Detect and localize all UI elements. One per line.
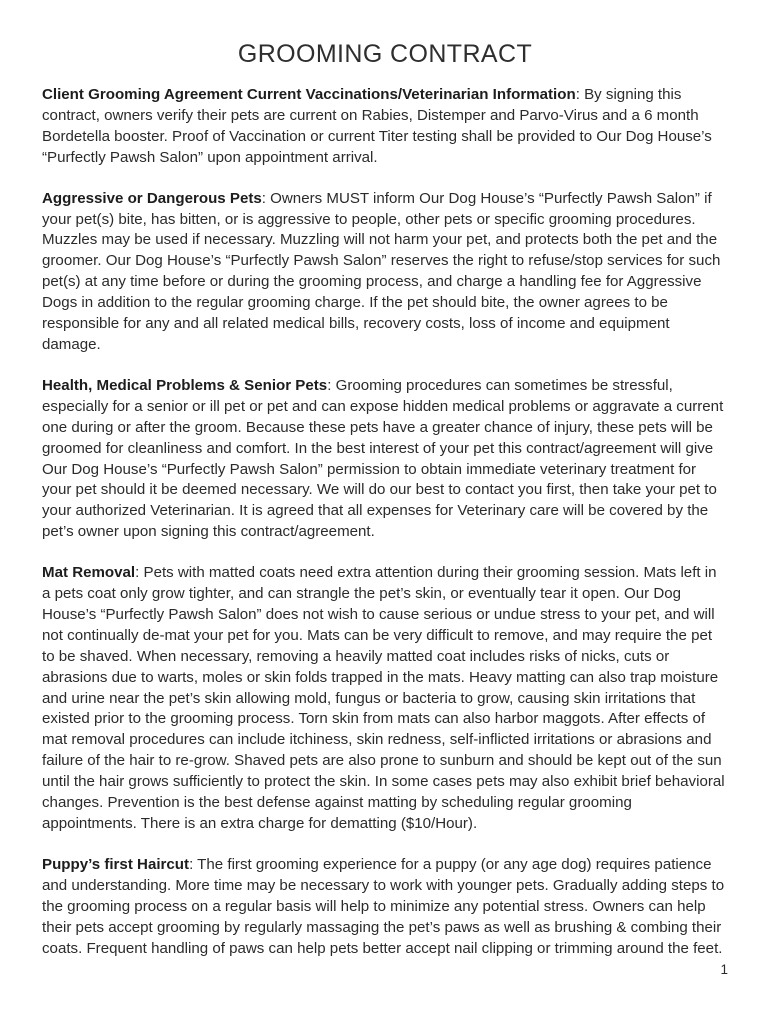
- section-body: : By signing this contract, owners verify their pets are current on Rabies, Distemper and Parvo-Virus and a 6 month Bordetella booster. Proof of Vaccination or current Titer testing shall be provided to Our Dog House’s “Purfectly Pawsh Salon” upon appointment arrival.: [42, 86, 712, 166]
- section-puppys-first-haircut: [42, 855, 727, 960]
- section-mat-removal: [42, 563, 727, 835]
- section-aggressive-or-dangerous-pets: [42, 189, 727, 356]
- section-body: : Grooming procedures can sometimes be stressful, especially for a senior or ill pet or pet and can expose hidden medical problems or aggravate a current one during or after the groom. Because these pets have a greater chance of injury, these pets will be groomed for cleanliness and comfort. In the best interest of your pet this contract/agreement will give Our Dog House’s “Purfectly Pawsh Salon” permission to obtain immediate veterinary treatment for your pet should it be deemed necessary. We will do our best to contact you first, then take your pet to your authorized Veterinarian. It is agreed that all expenses for Veterinary care will be covered by the pet’s owner upon signing this contract/agreement.: [42, 376, 724, 541]
- document-body: [42, 85, 727, 959]
- section-health-medical-problems-senior-pets: [42, 376, 727, 543]
- section-heading: Client Grooming Agreement Current Vaccinations/Veterinarian Information: [42, 86, 576, 103]
- page-number: 1: [720, 962, 728, 977]
- section-body: : The first grooming experience for a puppy (or any age dog) requires patience and understanding. More time may be necessary to work with younger pets. Gradually adding steps to the grooming process on a regular basis will help to minimize any potential stress. Owners can help their pets accept grooming by regularly massaging the pet’s paws as well as brushing & combing their coats. Frequent handling of paws can help pets better accept nail clipping or trimming around the feet.: [42, 855, 725, 957]
- section-heading: Aggressive or Dangerous Pets: [42, 189, 262, 207]
- section-heading: Health, Medical Problems & Senior Pets: [42, 376, 328, 394]
- section-body: : Owners MUST inform Our Dog House’s “Purfectly Pawsh Salon” if your pet(s) bite, has bitten, or is aggressive to people, other pets or specific grooming procedures. Muzzles may be used if necessary. Muzzling will not harm your pet, and protects both the pet and the groomer. Our Dog House’s “Purfectly Pawsh Salon” reserves the right to refuse/stop services for such pet(s) at any time before or during the grooming process, and charge a handling fee for Aggressive Dogs in addition to the regular grooming charge. If the pet should bite, the owner agrees to be responsible for any and all related medical bills, recovery costs, loss of income and equipment damage.: [42, 189, 721, 353]
- section-body: : Pets with matted coats need extra attention during their grooming session. Mats left in a pets coat only grow tighter, and can strangle the pet’s skin, or eventually tear it open. Our Dog House’s “Purfectly Pawsh Salon” does not wish to cause serious or undue stress to your pet, and will not continually de-mat your pet for you. Mats can be very difficult to remove, and may require the pet to be shaved. When necessary, removing a heavily matted coat includes risks of nicks, cuts or abrasions due to warts, moles or skin folds trapped in the mats. Heavy matting can also trap moisture and urine near the pet’s skin allowing mold, fungus or bacteria to grow, causing skin irritations that existed prior to the grooming process. Torn skin from mats can also harbor maggots. After effects of mat removal procedures can include itchiness, skin redness, self-inflicted irritations or abrasions and failure of the hair to re-grow. Shaved pets are also prone to sunburn and should be kept out of the sun until the hair grows sufficiently to protect the skin. In some cases pets may also exhibit brief behavioral changes. Prevention is the best defense against matting by scheduling regular grooming appointments. There is an extra charge for dematting ($10/Hour).: [42, 564, 725, 832]
- page-title: GROOMING CONTRACT: [237, 40, 533, 68]
- section-heading: Mat Removal: [42, 564, 136, 582]
- section-heading: Puppy’s first Haircut: [42, 855, 190, 873]
- section-client-grooming-agreement: [42, 85, 727, 169]
